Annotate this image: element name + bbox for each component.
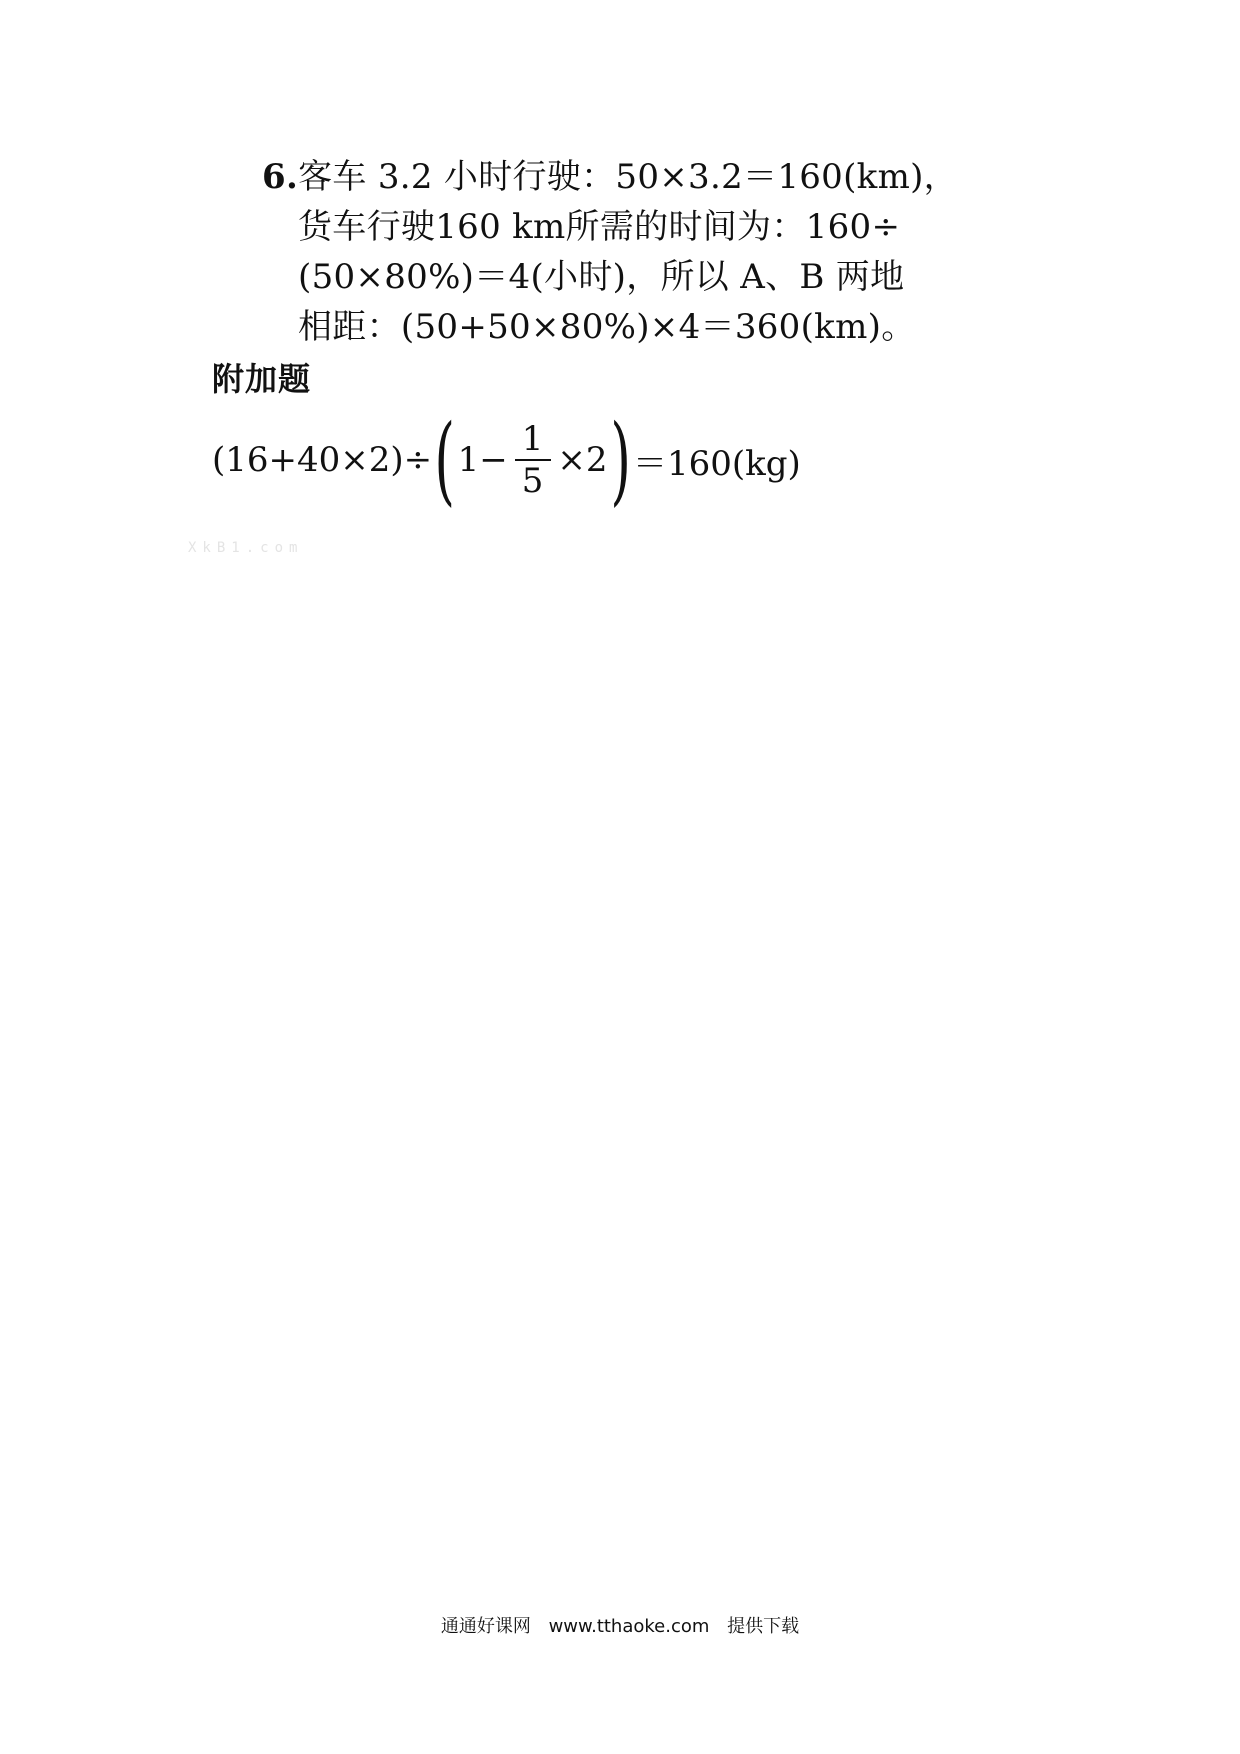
problem-line-3: (50×80%)＝4(小时)，所以 A、B 两地	[298, 257, 905, 297]
problem-6	[262, 152, 958, 352]
formula-close-paren: )	[609, 404, 631, 516]
bonus-heading: 附加题	[212, 360, 312, 398]
footer	[0, 1612, 1240, 1638]
formula-open-paren: (	[434, 404, 456, 516]
fraction-numerator: 1	[521, 419, 544, 459]
bonus-formula	[212, 404, 801, 516]
watermark: XkB1.com	[188, 540, 304, 556]
footer-url[interactable]: www.tthaoke.com	[548, 1616, 710, 1637]
formula-inner-after: ×2	[557, 440, 608, 480]
formula-left-part: (16+40×2)÷	[212, 440, 433, 480]
formula-fraction	[512, 419, 554, 501]
problem-line-1	[262, 152, 958, 202]
formula-inner-before: 1−	[457, 440, 508, 480]
formula-result: ＝160(kg)	[632, 443, 801, 484]
problem-line-1-text: 客车 3.2 小时行驶：50×3.2＝160(km)，	[298, 157, 958, 197]
fraction-denominator: 5	[521, 461, 544, 501]
problem-number: 6.	[262, 157, 299, 197]
problem-line-4: 相距：(50+50×80%)×4＝360(km)。	[298, 307, 916, 347]
problem-line-2: 货车行驶160 km所需的时间为：160÷	[298, 207, 901, 247]
footer-site-name: 通通好课网	[440, 1616, 531, 1637]
footer-note: 提供下载	[727, 1616, 800, 1637]
